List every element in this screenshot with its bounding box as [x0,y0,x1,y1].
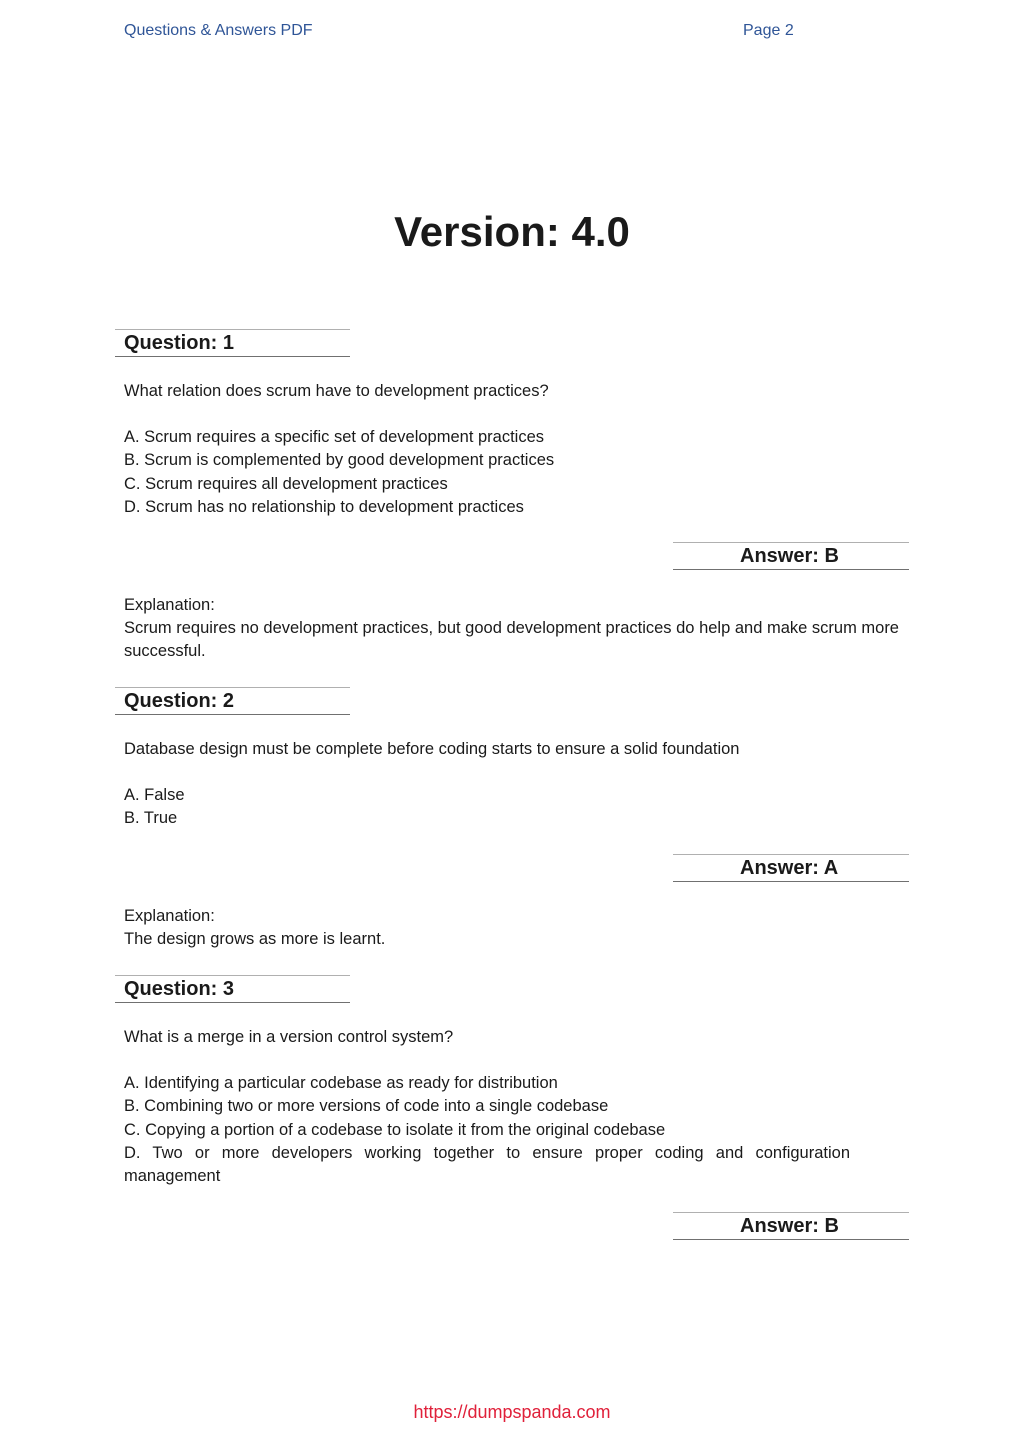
question-3-title: Question: 3 [124,978,235,1000]
question-3-option-d: D. Two or more developers working together to ensure proper coding and configuration management [124,1143,850,1186]
question-1-option-b: B. Scrum is complemented by good development practices [124,451,555,470]
version-heading: Version: 4.0 [394,208,630,255]
question-3-heading [115,975,350,1003]
question-2-answer-box [673,854,909,882]
question-2-body [124,738,910,831]
question-2-option-b: B. True [124,809,178,828]
question-1-answer: Answer: B [740,545,839,567]
question-1-explanation-text: Scrum requires no development practices, but good development practices do help and make scrum more successful. [124,619,899,661]
question-1-option-c: C. Scrum requires all development practices [124,474,448,493]
question-1-text: What relation does scrum have to development practices? [124,382,549,400]
header-title: Questions & Answers PDF [124,22,313,39]
question-3-text: What is a merge in a version control system? [124,1028,454,1046]
question-1-option-a: A. Scrum requires a specific set of development practices [124,428,545,447]
question-3-option-b: B. Combining two or more versions of code into a single codebase [124,1097,609,1116]
question-1-heading [115,329,350,357]
question-3-answer: Answer: B [740,1215,839,1237]
question-2-option-a: A. False [124,786,185,805]
page-number: Page 2 [743,22,794,39]
question-2-heading [115,687,350,715]
question-2-explanation [124,905,910,951]
question-3-option-c: C. Copying a portion of a codebase to isolate it from the original codebase [124,1120,666,1139]
question-1-explanation [124,594,910,664]
question-3-answer-box [673,1212,909,1240]
question-1-title: Question: 1 [124,332,235,354]
question-1-explanation-label: Explanation: [124,596,215,614]
question-2-title: Question: 2 [124,690,235,712]
question-2-answer: Answer: A [740,857,839,879]
footer-link[interactable]: https://dumpspanda.com [413,1402,611,1422]
question-2-explanation-label: Explanation: [124,907,215,925]
question-1-option-d: D. Scrum has no relationship to development practices [124,497,524,516]
question-2-explanation-text: The design grows as more is learnt. [124,930,386,949]
question-1-answer-box [673,542,909,570]
question-3-option-a: A. Identifying a particular codebase as ready for distribution [124,1074,558,1093]
question-2-text: Database design must be complete before coding starts to ensure a solid foundation [124,740,740,758]
question-3-body [124,1026,910,1188]
question-1-body [124,380,910,519]
